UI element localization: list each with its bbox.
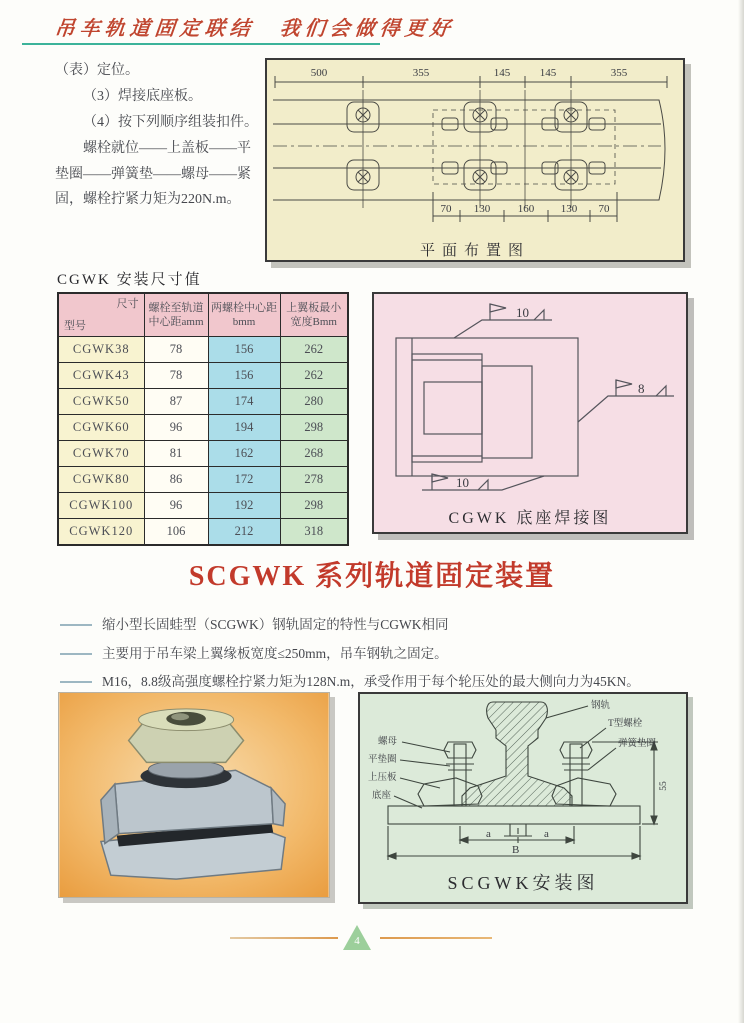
value-cell: 96 — [144, 493, 208, 519]
feature-text: 主要用于吊车梁上翼缘板宽度≤250mm，吊车钢轨之固定。 — [102, 645, 448, 661]
label-base: 底座 — [372, 791, 392, 801]
plan-layout-drawing — [267, 60, 683, 236]
value-cell: 96 — [144, 415, 208, 441]
install-diagram-panel — [358, 692, 688, 904]
value-cell: 174 — [208, 389, 280, 415]
install-drawing — [360, 694, 682, 866]
page-number: 4 — [354, 935, 360, 947]
intro-line-4: 螺栓就位——上盖板——平垫圈——弹簧垫——螺母——紧固，螺栓拧紧力矩为220N.m。 — [55, 140, 251, 208]
intro-line-1: （表）定位。 — [55, 63, 139, 78]
label-rail: 钢轨 — [591, 701, 611, 711]
clamp-photo-illustration — [59, 693, 329, 897]
plan-dim-bottom-3: 160 — [517, 203, 535, 215]
plan-dim-top-5: 355 — [610, 67, 628, 79]
plan-diagram-caption: 平面布置图 — [419, 243, 530, 259]
label-top-plate: 上压板 — [368, 773, 397, 783]
plan-dim-top-4: 145 — [539, 67, 557, 79]
dim-b-total: B — [512, 844, 520, 856]
value-cell: 106 — [144, 519, 208, 546]
value-cell: 262 — [280, 363, 348, 389]
label-flat-washer: 平垫圈 — [368, 755, 397, 765]
label-t-bolt: T型螺栓 — [608, 719, 643, 729]
intro-line-3: （4）按下列顺序组装扣件。 — [83, 114, 258, 130]
scan-edge-shading — [738, 0, 744, 1023]
dim-height-55: 55 — [659, 781, 669, 791]
table-row — [58, 389, 348, 415]
value-cell: 156 — [208, 337, 280, 363]
feature-item — [60, 673, 708, 691]
table-row — [58, 519, 348, 546]
value-cell: 262 — [280, 337, 348, 363]
plan-dim-top-3: 145 — [493, 67, 511, 79]
intro-text-block — [55, 58, 261, 213]
table-row — [58, 493, 348, 519]
value-cell: 212 — [208, 519, 280, 546]
model-cell: CGWK120 — [58, 519, 144, 546]
plan-dim-bottom-5: 70 — [598, 203, 610, 215]
weld-size-bottom: 10 — [456, 475, 469, 490]
clamp-product-photo — [58, 692, 330, 898]
feature-text: 缩小型长固蛙型（SCGWK）钢轨固定的特性与CGWK相同 — [102, 617, 449, 632]
value-cell: 86 — [144, 467, 208, 493]
install-diagram-caption: SCGWK安装图 — [447, 873, 599, 893]
plan-dim-bottom-1: 70 — [440, 203, 452, 215]
value-cell: 172 — [208, 467, 280, 493]
cgwk-dimension-table — [57, 292, 349, 546]
value-cell: 81 — [144, 441, 208, 467]
model-cell: CGWK38 — [58, 337, 144, 363]
value-cell: 162 — [208, 441, 280, 467]
scgwk-feature-list — [60, 616, 708, 702]
dim-a-left: a — [486, 828, 491, 840]
plan-dim-bottom-2: 130 — [473, 203, 491, 215]
corner-label-size: 尺寸 — [116, 298, 139, 310]
col-header-bolt-centers: 两螺栓中心距bmm — [208, 293, 280, 337]
value-cell: 156 — [208, 363, 280, 389]
bullet-dash — [60, 624, 92, 626]
value-cell: 194 — [208, 415, 280, 441]
value-cell: 298 — [280, 415, 348, 441]
footer-rule-left — [230, 937, 338, 939]
plan-dim-top-1: 500 — [310, 67, 328, 79]
model-cell: CGWK50 — [58, 389, 144, 415]
table-corner-cell — [58, 293, 144, 337]
table-row — [58, 415, 348, 441]
value-cell: 318 — [280, 519, 348, 546]
bullet-dash — [60, 681, 92, 683]
header-underline — [22, 43, 380, 45]
value-cell: 280 — [280, 389, 348, 415]
table-header-row — [58, 293, 348, 337]
page-number-badge — [343, 925, 371, 951]
footer-rule-right — [380, 937, 492, 939]
label-spring-washer: 弹簧垫圈 — [618, 739, 657, 749]
value-cell: 78 — [144, 337, 208, 363]
feature-item — [60, 645, 708, 663]
value-cell: 87 — [144, 389, 208, 415]
bullet-dash — [60, 653, 92, 655]
value-cell: 268 — [280, 441, 348, 467]
dim-a-right: a — [544, 828, 549, 840]
page-header-slogan: 吊车轨道固定联结 我们会做得更好 — [53, 18, 456, 40]
intro-line-2: （3）焊接底座板。 — [83, 88, 202, 104]
scgwk-section-title: SCGWK 系列轨道固定装置 — [188, 561, 556, 592]
model-cell: CGWK60 — [58, 415, 144, 441]
cgwk-table-title: CGWK 安装尺寸值 — [57, 272, 202, 288]
table-row — [58, 337, 348, 363]
corner-label-model: 型号 — [64, 319, 86, 332]
value-cell: 192 — [208, 493, 280, 519]
weld-diagram-panel — [372, 292, 688, 534]
weld-size-right: 8 — [638, 381, 645, 396]
col-header-flange-width: 上翼板最小宽度Bmm — [280, 293, 348, 337]
base-weld-drawing — [374, 294, 682, 502]
plan-dim-top-2: 355 — [412, 67, 430, 79]
feature-item — [60, 616, 708, 634]
table-row — [58, 441, 348, 467]
weld-diagram-caption: CGWK 底座焊接图 — [448, 510, 612, 527]
weld-size-top: 10 — [516, 305, 529, 320]
table-row — [58, 467, 348, 493]
model-cell: CGWK100 — [58, 493, 144, 519]
feature-text: M16，8.8级高强度螺栓拧紧力矩为128N.m，承受作用于每个轮压处的最大侧向力为45KN。 — [102, 674, 640, 690]
plan-dim-bottom-4: 130 — [560, 203, 578, 215]
model-cell: CGWK43 — [58, 363, 144, 389]
value-cell: 78 — [144, 363, 208, 389]
label-nut: 螺母 — [378, 737, 398, 747]
model-cell: CGWK70 — [58, 441, 144, 467]
value-cell: 298 — [280, 493, 348, 519]
value-cell: 278 — [280, 467, 348, 493]
model-cell: CGWK80 — [58, 467, 144, 493]
col-header-bolt-to-rail: 螺栓至轨道中心距amm — [144, 293, 208, 337]
plan-layout-diagram-panel — [265, 58, 685, 262]
table-row — [58, 363, 348, 389]
